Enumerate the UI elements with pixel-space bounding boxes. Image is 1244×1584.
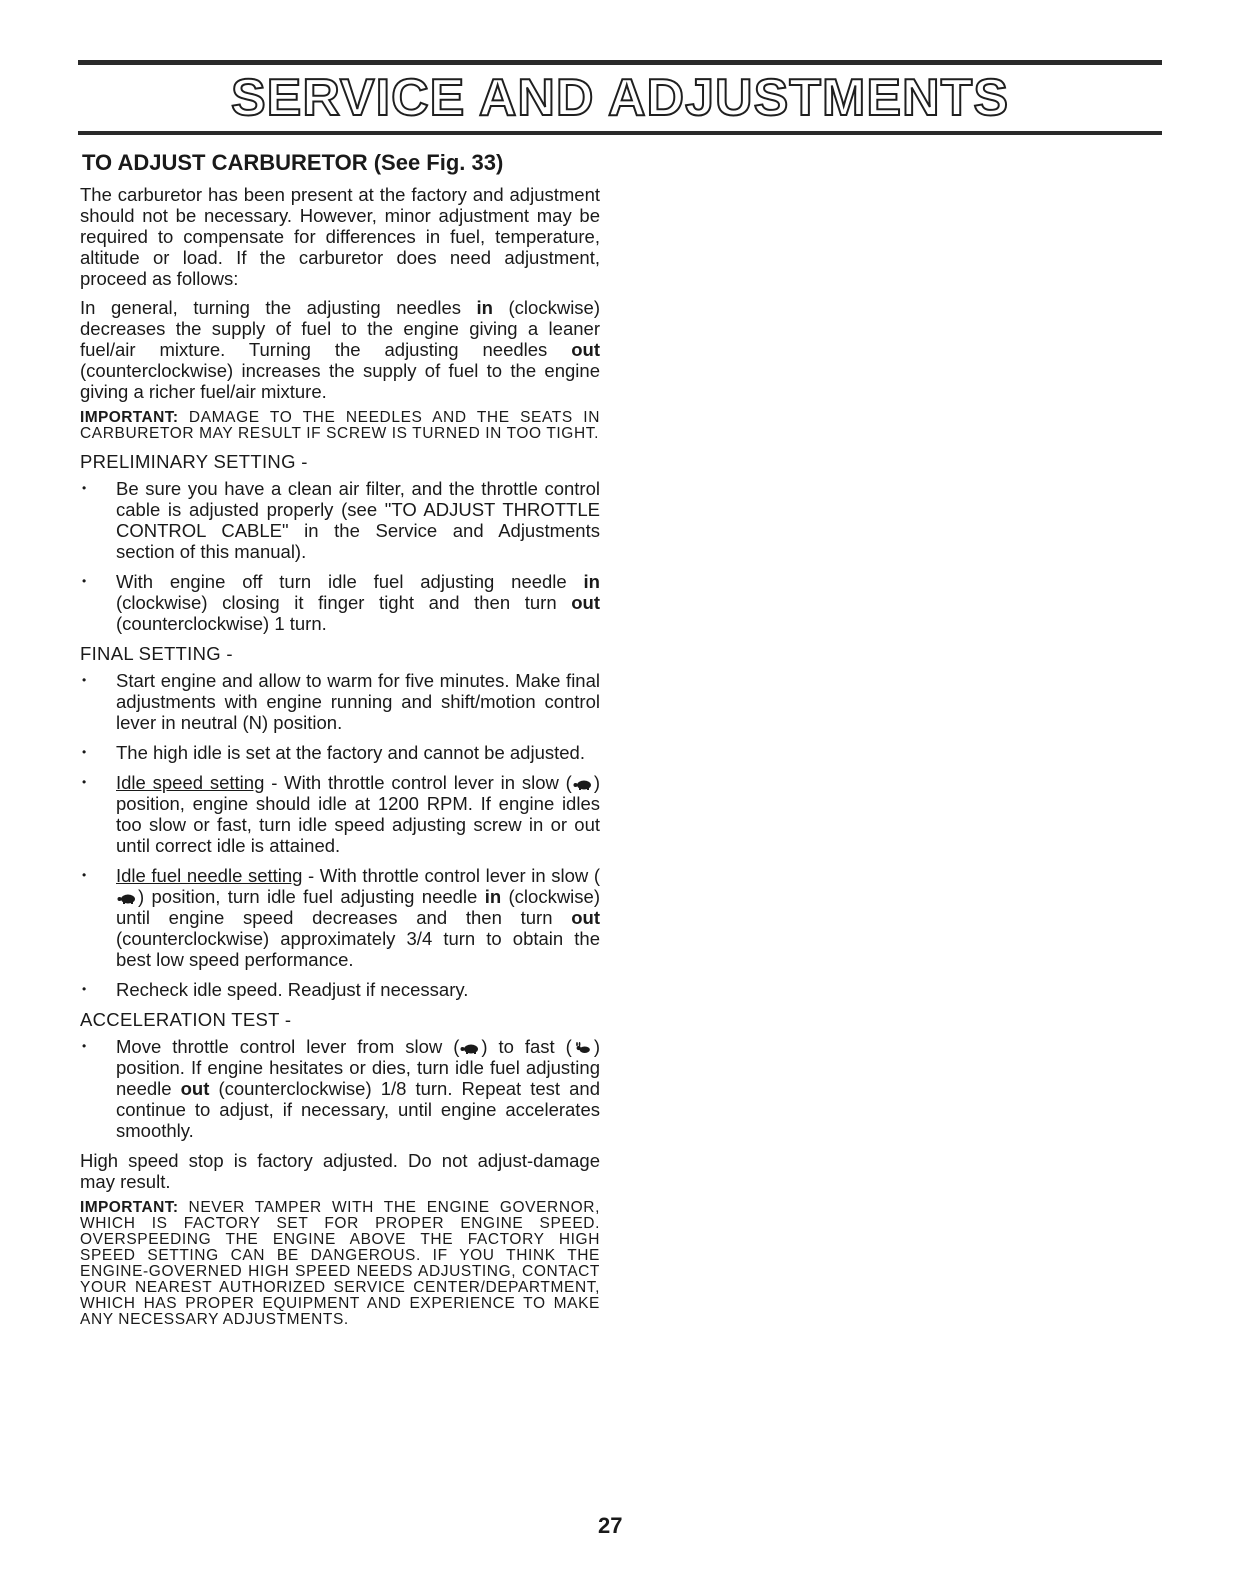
list-item: • Idle fuel needle setting - With throttle control lever in slow () position, turn idle fuel adjusting needle in (clockwise) until engine speed decreases and then turn out (counterclockwise) approximately 3/4 turn to obtain the best low speed performance. [82,865,600,970]
page-title: SERVICE AND ADJUSTMENTS [230,69,1010,127]
bullet-icon: • [82,481,87,495]
list-item: • Be sure you have a clean air filter, and the throttle control cable is adjusted properly (see "TO ADJUST THROTTLE CONTROL CABLE" in the Service and Adjustments section of this manual). [82,478,600,562]
list-item: • Start engine and allow to warm for five minutes. Make final adjustments with engine running and shift/motion control lever in neutral (N) position. [82,670,600,733]
list-item: • Recheck idle speed. Readjust if necessary. [82,979,469,1000]
header-rule-bottom [78,131,1162,135]
list-item: • Move throttle control lever from slow ( ) to fast ( ) position. If engine hesitates or dies, turn idle fuel adjusting needle out (counterclockwise) 1/8 turn. Repeat test and continue to adjust, if necessary, until engine accelerates smoothly. [82,1036,600,1141]
bullet-icon: • [82,775,87,789]
important-note-needles: IMPORTANT: DAMAGE TO THE NEEDLES AND THE SEATS IN CARBURETOR MAY RESULT IF SCREW IS TURNED IN TOO TIGHT. [80,409,600,442]
acceleration-list [80,1036,600,1141]
turtle-icon [116,892,138,904]
bullet-icon: • [82,868,87,882]
section-heading: TO ADJUST CARBURETOR (See Fig. 33) [82,150,504,175]
high-speed-paragraph: High speed stop is factory adjusted. Do not adjust-damage may result. [80,1150,600,1192]
turtle-icon [459,1042,481,1054]
list-item: • With engine off turn idle fuel adjusting needle in (clockwise) closing it finger tight and then turn out (counterclockwise) 1 turn. [82,571,600,634]
general-paragraph: In general, turning the adjusting needles in (clockwise) decreases the supply of fuel to the engine giving a leaner fuel/air mixture. Turning the adjusting needles out (counterclockwise) increases the supply of fuel to the engine giving a richer fuel/air mixture. [80,297,600,402]
turtle-icon [572,778,594,790]
header-rule-top [78,60,1162,65]
acceleration-test-title: ACCELERATION TEST - [80,1009,292,1030]
bullet-icon: • [82,745,87,759]
important-note-governor: IMPORTANT: NEVER TAMPER WITH THE ENGINE GOVERNOR, WHICH IS FACTORY SET FOR PROPER ENGINE SPEED. OVERSPEEDING THE ENGINE ABOVE THE FACTORY HIGH SPEED SETTING CAN BE DANGEROUS. IF YOU THINK THE ENGINE-GOVERNED HIGH SPEED NEEDS ADJUSTING, CONTACT YOUR NEAREST AUTHORIZED SERVICE CENTER/DEPARTMENT, WHICH HAS PROPER EQUIPMENT AND EXPERIENCE TO MAKE ANY NECESSARY ADJUSTMENTS. [80,1199,600,1328]
final-setting-title: FINAL SETTING - [80,643,233,664]
preliminary-setting-title: PRELIMINARY SETTING - [80,451,308,472]
rabbit-icon [572,1042,594,1054]
bullet-icon: • [82,673,87,687]
carburetor-section [80,150,600,1337]
bullet-icon: • [82,574,87,588]
bullet-icon: • [82,1039,87,1053]
list-item: • Idle speed setting - With throttle control lever in slow ( ) position, engine should idle at 1200 RPM. If engine idles too slow or fast, turn idle speed adjusting screw in or out until correct idle is attained. [82,772,600,856]
preliminary-list [80,478,600,634]
list-item: • The high idle is set at the factory and cannot be adjusted. [82,742,585,763]
page-number: 27 [598,1513,623,1538]
final-list [80,670,600,1000]
intro-paragraph: The carburetor has been present at the factory and adjustment should not be necessary. However, minor adjustment may be required to compensate for differences in fuel, temperature, altitude or load. If the carburetor does need adjustment, proceed as follows: [80,184,600,289]
bullet-icon: • [82,982,87,996]
